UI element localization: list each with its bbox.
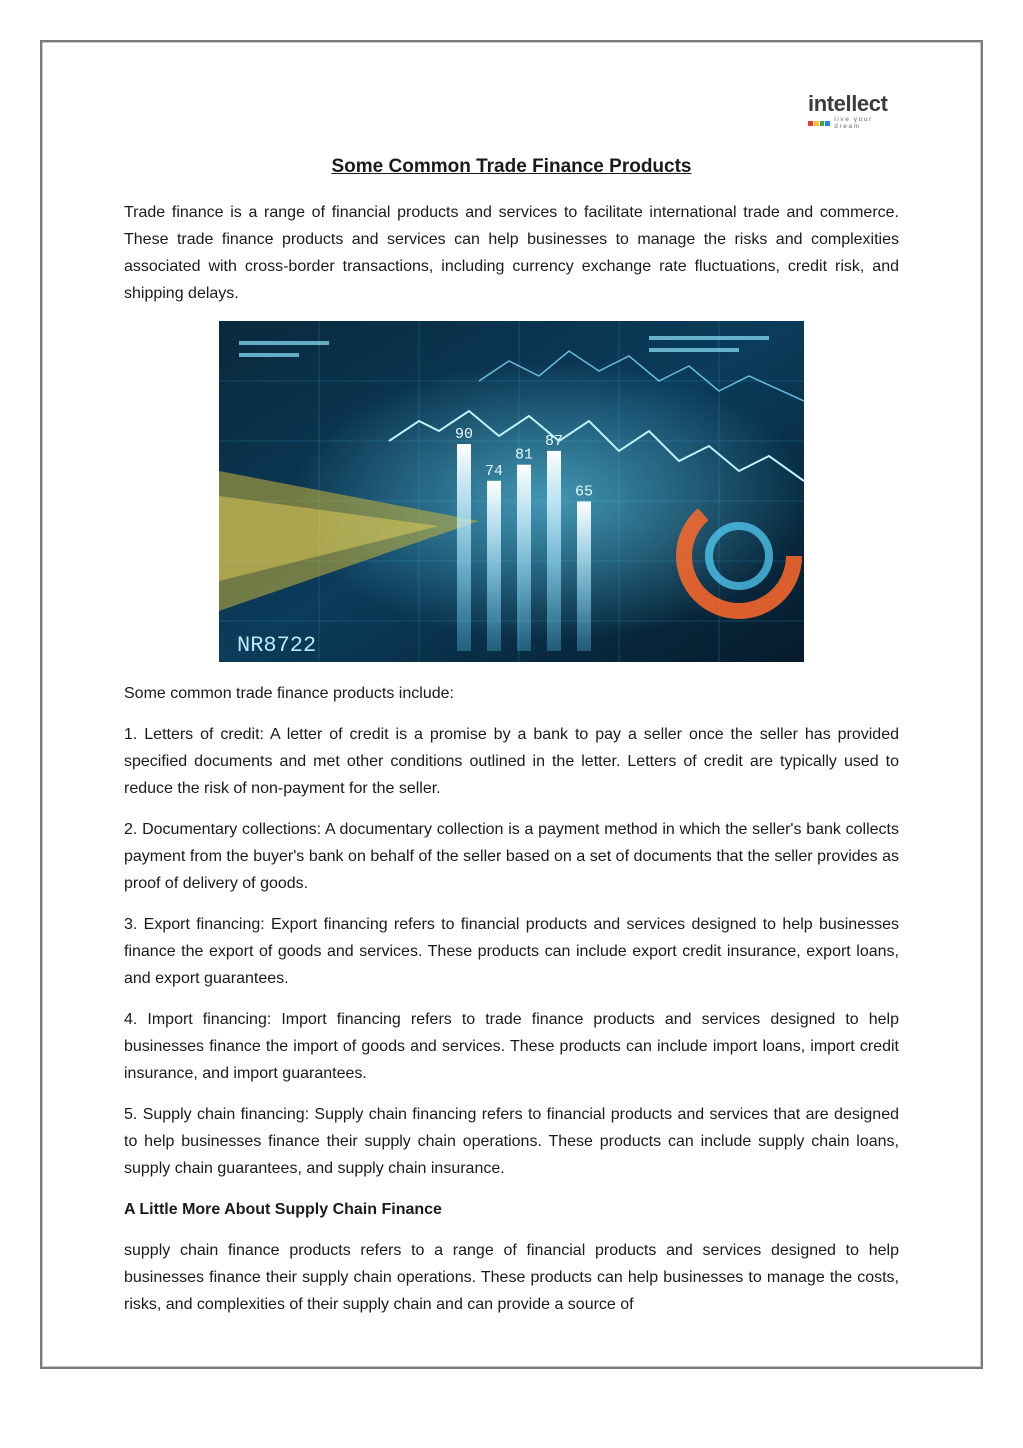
hero-bar-label: 65 [575,483,594,501]
list-item-export-financing: 3. Export financing: Export financing refers to financial products and services designed to help businesses finance the export of goods and services. These products can include export credit insurance, export loans, and export guarantees. [124,916,899,987]
image-footer-code: NR8722 [237,633,317,658]
section-subheading: A Little More About Supply Chain Finance [124,1201,442,1218]
hero-bar [517,465,531,651]
hero-bar [487,481,501,651]
intellect-logo [808,91,900,130]
list-item-letters-of-credit: 1. Letters of credit: A letter of credit is a promise by a bank to pay a seller once the seller has provided specified documents and met other conditions outlined in the letter. Letters of credit are typically used to reduce the risk of non-payment for the seller. [124,726,899,797]
document-title: Some Common Trade Finance Products [331,156,692,177]
closing-paragraph: supply chain finance products refers to a range of financial products and services designed to help businesses finance their supply chain operations. These products can help businesses to manage the costs, risks, and complexities of their supply chain and can provide a source of [124,1242,899,1313]
document-body [124,153,899,1332]
logo-dot-yellow [814,121,819,126]
finance-dashboard-image [219,321,804,662]
list-intro: Some common trade finance products include: [124,685,454,702]
logo-tagline: live your dream [834,116,873,130]
logo-wordmark: intellect [808,91,888,116]
hero-bar [577,502,591,652]
intro-paragraph: Trade finance is a range of financial products and services to facilitate international trade and commerce. These trade finance products and services can help businesses to manage the risks and complexities associated with cross-border transactions, including currency exchange rate fluctuations, credit risk, and shipping delays. [124,204,899,302]
hero-bar [457,444,471,651]
logo-tagline-row [808,116,900,130]
logo-dot-red [808,121,813,126]
hero-bar [547,451,561,651]
list-item-import-financing: 4. Import financing: Import financing refers to trade finance products and services designed to help businesses finance the import of goods and services. These products can include import loans, import credit insurance, and import guarantees. [124,1011,899,1082]
logo-dot-blue [825,121,830,126]
hero-bar-label: 74 [485,462,504,480]
hero-bar-label: 87 [545,432,564,450]
hero-bar-label: 81 [515,446,534,464]
hero-bar-label: 90 [455,426,474,443]
list-item-documentary-collections: 2. Documentary collections: A documentary collection is a payment method in which the seller's bank collects payment from the buyer's bank on behalf of the seller based on a set of documents that the seller provides as proof of delivery of goods. [124,821,899,892]
logo-dot-green [820,121,825,126]
list-item-supply-chain-financing: 5. Supply chain financing: Supply chain financing refers to financial products and services that are designed to help businesses finance their supply chain operations. These products can include supply chain loans, supply chain guarantees, and supply chain insurance. [124,1106,899,1177]
